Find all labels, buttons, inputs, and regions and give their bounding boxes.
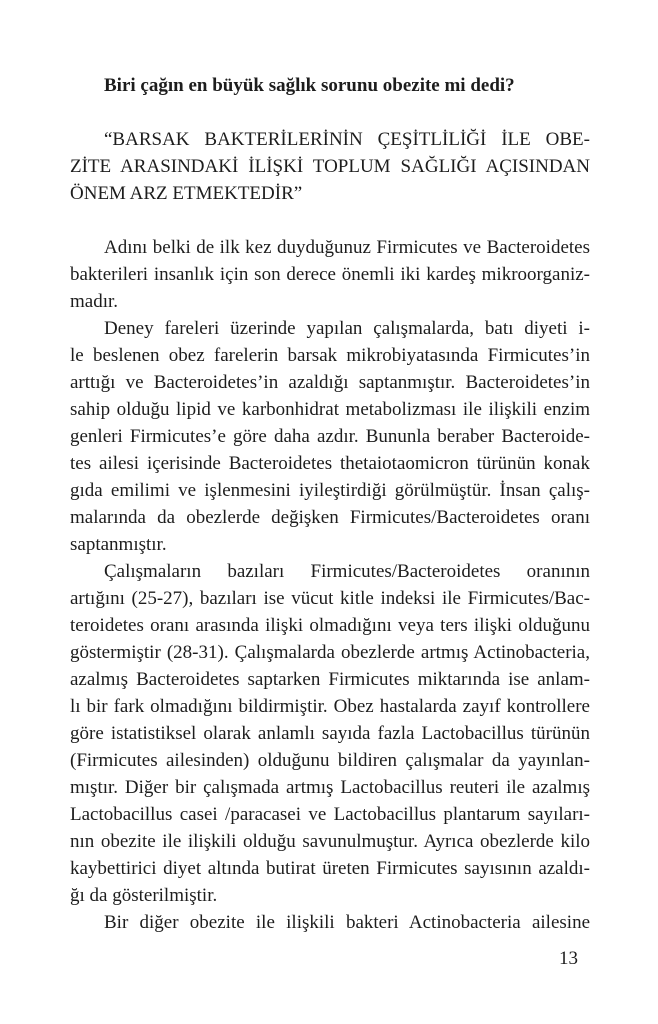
body-text [70, 234, 590, 936]
text-line: “BARSAK BAKTERİLERİNİN ÇEŞİTLİLİĞİ İLE OBE- [104, 129, 590, 150]
text-line: ZİTE ARASINDAKİ İLİŞKİ TOPLUM SAĞLIĞI AÇISINDAN [70, 156, 590, 177]
section-heading: Biri çağın en büyük sağlık sorunu obezite mi dedi? [104, 75, 515, 96]
text-line: le beslenen obez farelerin barsak mikrobiyatasında Firmicutes’in [70, 345, 590, 366]
text-line: arttığı ve Bacteroidetes’in azaldığı saptanmıştır. Bacteroidetes’in [70, 372, 590, 393]
paragraph-2 [70, 315, 590, 558]
text-line: nın obezite ile ilişkili olduğu savunulmuştur. Ayrıca obezlerde kilo [70, 831, 590, 852]
text-line: Adını belki de ilk kez duyduğunuz Firmicutes ve Bacteroidetes [104, 237, 590, 258]
paragraph-3 [70, 558, 590, 909]
text-line: mıştır. Diğer bir çalışmada artmış Lactobacillus reuteri ile azalmış [70, 777, 590, 798]
text-line: Çalışmaların bazıları Firmicutes/Bacteroidetes oranının [104, 561, 590, 582]
page-footer [70, 945, 590, 972]
text-line: Lactobacillus casei /paracasei ve Lactobacillus plantarum sayıları- [70, 804, 590, 825]
text-line: artığını (25-27), bazıları ise vücut kitle indeksi ile Firmicutes/Bac- [70, 588, 590, 609]
text-line: lı bir fark olmadığını bildirmiştir. Obez hastalarda zayıf kontrollere [70, 696, 590, 717]
text-line: Bir diğer obezite ile ilişkili bakteri Actinobacteria ailesine [104, 912, 590, 933]
page-number: 13 [559, 948, 578, 969]
text-line: tes ailesi içerisinde Bacteroidetes thetaiotaomicron türünün konak [70, 453, 590, 474]
text-line: madır. [70, 291, 119, 312]
paragraph-1 [70, 234, 590, 315]
text-line: ğı da gösterilmiştir. [70, 885, 218, 906]
spacer [70, 99, 590, 126]
text-line: bakterileri insanlık için son derece önemli iki kardeş mikroorganiz- [70, 264, 590, 285]
text-line: azalmış Bacteroidetes saptarken Firmicutes miktarında ise anlam- [70, 669, 590, 690]
paragraph-4 [70, 909, 590, 936]
spacer [70, 207, 590, 234]
text-line: genleri Firmicutes’e göre daha azdır. Bununla beraber Bacteroide- [70, 426, 590, 447]
quote-block [70, 126, 590, 207]
text-line: saptanmıştır. [70, 534, 167, 555]
text-line: ÖNEM ARZ ETMEKTEDİR” [70, 183, 303, 204]
text-line: göre istatistiksel olarak anlamlı sayıda fazla Lactobacillus türünün [70, 723, 590, 744]
text-line: Deney fareleri üzerinde yapılan çalışmalarda, batı diyeti i- [104, 318, 590, 339]
text-line: malarında da obezlerde değişken Firmicutes/Bacteroidetes oranı [70, 507, 590, 528]
text-line: gıda emilimi ve işlenmesini iyileştirdiği görülmüştür. İnsan çalış- [70, 480, 590, 501]
text-line: sahip olduğu lipid ve karbonhidrat metabolizması ile ilişkili enzim [70, 399, 590, 420]
text-line: göstermiştir (28-31). Çalışmalarda obezlerde artmış Actinobacteria, [70, 642, 590, 663]
text-line: teroidetes oranı arasında ilişki olmadığını veya ters ilişki olduğunu [70, 615, 590, 636]
text-line: kaybettirici diyet altında butirat üreten Firmicutes sayısının azaldı- [70, 858, 590, 879]
text-line: (Firmicutes ailesinden) olduğunu bildiren çalışmalar da yayınlan- [70, 750, 590, 771]
